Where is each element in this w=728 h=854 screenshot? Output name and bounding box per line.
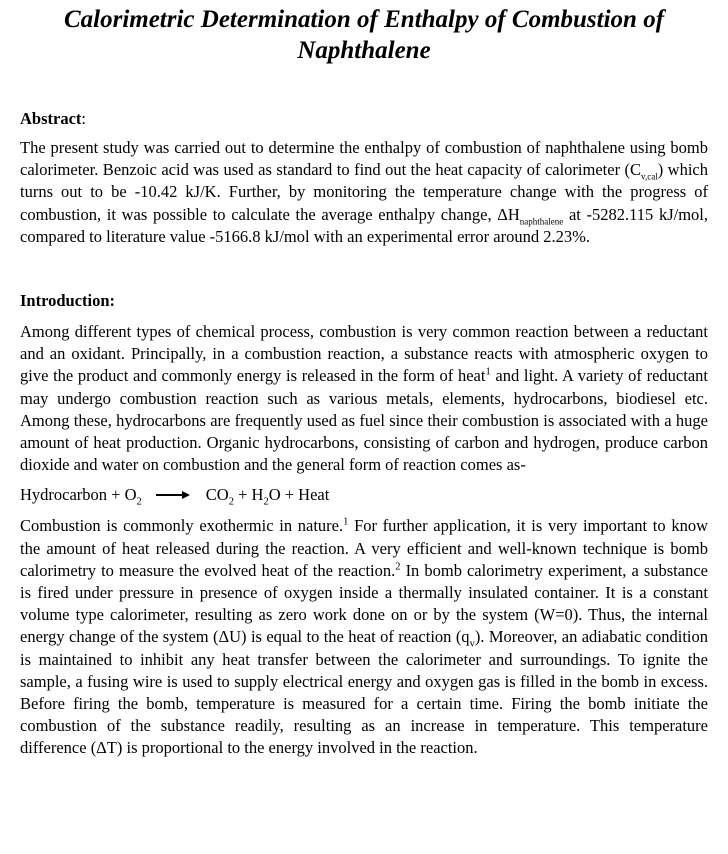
citation: 1 bbox=[343, 516, 349, 528]
text-segment: O + Heat bbox=[268, 485, 330, 505]
text-segment: + H bbox=[233, 485, 264, 505]
abstract-heading-colon: : bbox=[81, 109, 86, 128]
citation: 2 bbox=[395, 561, 401, 573]
text-segment: and light. A variety of reductant may undergo combustion reaction such as various metals, elements, hydrocarbons, biodiesel etc. Among these, hydrocarbons are frequently used as fuel since their combustion is associated with a huge amount of heat production. Organic hydrocarbons, consisting of carbon and hydrogen, produce carbon dioxide and water on combustion and the general form of reaction comes as- bbox=[20, 366, 708, 475]
text-segment: The present study was carried out to determine the enthalpy of combustion of naphthalene using bomb calorimeter. Benzoic acid was used as standard to find out the heat capacity of calorimeter (C bbox=[20, 138, 708, 180]
subscript: naphthalene bbox=[519, 215, 564, 226]
text-segment: For further application, it is very important to know the amount of heat released during the reaction. A very efficient and well-known technique is bomb calorimetry to measure the evolved heat of the reaction. bbox=[20, 516, 708, 580]
subscript: 2 bbox=[136, 496, 142, 508]
text-segment: Among different types of chemical process, combustion is very common reaction between a reductant and an oxidant. Principally, in a combustion reaction, a substance reacts with atmospheric oxygen to give the product and commonly energy is released in the form of heat bbox=[20, 322, 708, 386]
citation: 1 bbox=[485, 366, 491, 378]
introduction-paragraph-2 bbox=[20, 515, 708, 759]
text-segment: ) which turns out to be -10.42 kJ/K. Further, by monitoring the temperature change with the progress of combustion, it was possible to calculate the average enthalpy change, ΔH bbox=[20, 160, 708, 224]
introduction-paragraph-1 bbox=[20, 321, 708, 476]
subscript: v,cal bbox=[641, 171, 658, 182]
abstract-paragraph bbox=[20, 137, 708, 248]
equation-lhs bbox=[20, 484, 142, 506]
reaction-arrow-icon bbox=[156, 490, 190, 500]
subscript: 2 bbox=[228, 496, 234, 508]
text-segment: at -5282.115 kJ/mol, compared to literature value -5166.8 kJ/mol with an experimental error around 2.23%. bbox=[20, 204, 708, 246]
equation-rhs bbox=[206, 484, 330, 506]
introduction-heading: Introduction: bbox=[20, 291, 116, 311]
subscript: 2 bbox=[263, 496, 269, 508]
text-segment: Hydrocarbon + O bbox=[20, 485, 137, 505]
text-segment: In bomb calorimetry experiment, a substance is fired under pressure in presence of oxygen inside a thermally insulated container. It is a constant volume type calorimeter, resulting as zero work done on or by the system (W=0). Thus, the internal energy change of the system (ΔU) is equal to the heat of reaction (q bbox=[20, 560, 708, 647]
text-segment: Combustion is commonly exothermic in nature. bbox=[20, 516, 344, 536]
abstract-heading-text: Abstract bbox=[20, 109, 82, 128]
abstract-heading bbox=[20, 108, 708, 130]
text-segment: ). Moreover, an adiabatic condition is maintained to inhibit any heat transfer between the calorimeter and surroundings. To ignite the sample, a fusing wire is used to supply electrical energy and oxygen gas is filled in the bomb in excess. Before firing the bomb, temperature is measured for a certain time. Firing the bomb initiate the combustion of the substance readily, resulting as an increase in temperature. This temperature difference (ΔT) is proportional to the energy involved in the reaction. bbox=[20, 627, 708, 758]
document-page bbox=[0, 4, 728, 760]
text-segment: CO bbox=[205, 485, 229, 505]
subscript: v bbox=[469, 638, 475, 650]
combustion-equation bbox=[20, 484, 708, 506]
document-title: Calorimetric Determination of Enthalpy of Combustion of Naphthalene bbox=[63, 6, 665, 64]
